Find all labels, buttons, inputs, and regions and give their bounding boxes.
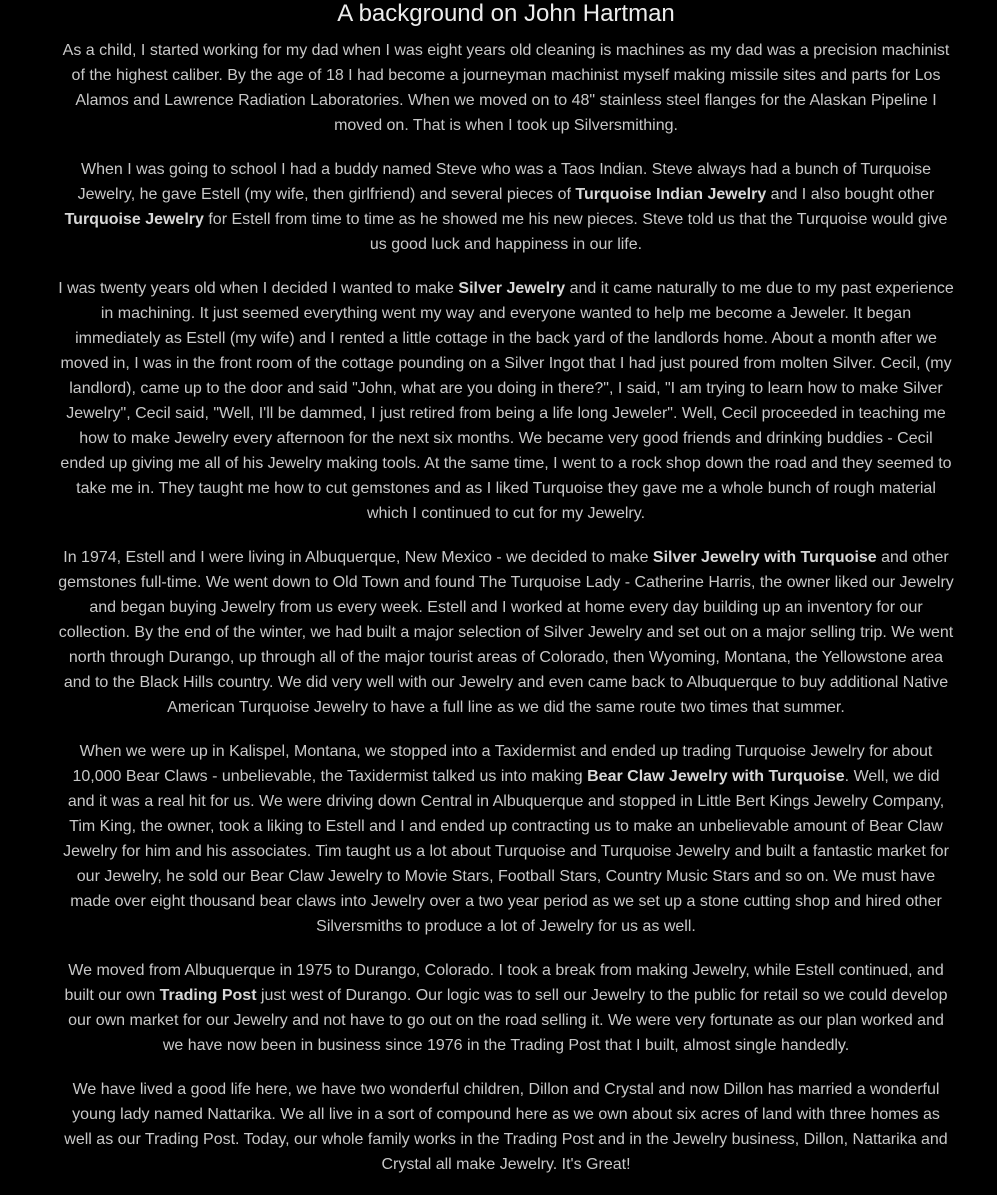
paragraph-text: . Well, we did and it was a real hit for us. We were driving down Central in Albuquerque and stopped in Little Bert Kings Jewelry Company, Tim King, the owner, took a liking to Estell and I and ended up contracting us to make an unbelievable amount of Bear Claw Jewelry for him and his associates. Tim taught us a lot about Turquoise and Turquoise Jewelry and built a fantastic market for our Jewelry, he sold our Bear Claw Jewelry to Movie Stars, Football Stars, Country Music Stars and so on. We must have made over eight thousand bear claws into Jewelry over a two year period as we set up a stone cutting shop and hired other Silversmiths to produce a lot of Jewelry for us as well.: [63, 768, 949, 935]
emphasis-text: Turquoise Jewelry: [64, 211, 204, 228]
paragraph-text: In 1974, Estell and I were living in Albuquerque, New Mexico - we decided to make: [63, 549, 653, 566]
page-title: A background on John Hartman: [337, 0, 675, 27]
paragraph-text: for Estell from time to time as he showed me his new pieces. Steve told us that the Turquoise would give us good luck and happiness in our life.: [203, 211, 948, 253]
paragraph-6: [58, 958, 954, 1058]
emphasis-text: Trading Post: [159, 987, 257, 1004]
paragraph-text: and I also bought other: [766, 186, 935, 203]
paragraph-text: We have lived a good life here, we have two wonderful children, Dillon and Crystal and now Dillon has married a wonderful young lady named Nattarika. We all live in a sort of compound here as we own about six acres of land with three homes as well as our Trading Post. Today, our whole family works in the Trading Post and in the Jewelry business, Dillon, Nattarika and Crystal all make Jewelry. It's Great!: [64, 1081, 948, 1173]
paragraph-text: and it came naturally to me due to my past experience in machining. It just seemed everything went my way and everyone wanted to help me become a Jeweler. It began immediately as Estell (my wife) and I rented a little cottage in the back yard of the landlords home. About a month after we moved in, I was in the front room of the cottage pounding on a Silver Ingot that I had just poured from molten Silver. Cecil, (my landlord), came up to the door and said "John, what are you doing in there?", I said, "I am trying to learn how to make Silver Jewelry", Cecil said, "Well, I'll be dammed, I just retired from being a life long Jeweler". Well, Cecil proceeded in teaching me how to make Jewelry every afternoon for the next six months. We became very good friends and drinking buddies - Cecil ended up giving me all of his Jewelry making tools. At the same time, I went to a rock shop down the road and they seemed to take me in. They taught me how to cut gemstones and as I liked Turquoise they gave me a whole bunch of rough material which I continued to cut for my Jewelry.: [60, 280, 954, 522]
paragraph-2: [58, 157, 954, 257]
paragraph-text: When we were up in Kalispel, Montana, we stopped into a Taxidermist and ended up trading Turquoise Jewelry for about 10,000 Bear Claws - unbelievable, the Taxidermist talked us into making: [72, 743, 933, 785]
paragraph-text: and other gemstones full-time. We went down to Old Town and found The Turquoise Lady - Catherine Harris, the owner liked our Jewelry and began buying Jewelry from us every week. Estell and I worked at home every day building up an inventory for our collection. By the end of the winter, we had built a major selection of Silver Jewelry and set out on a major selling trip. We went north through Durango, up through all of the major tourist areas of Colorado, then Wyoming, Montana, the Yellowstone area and to the Black Hills country. We did very well with our Jewelry and even came back to Albuquerque to buy additional Native American Turquoise Jewelry to have a full line as we did the same route two times that summer.: [58, 549, 954, 716]
paragraph-1: [58, 38, 954, 138]
paragraph-5: [58, 739, 954, 939]
paragraph-text: When I was going to school I had a buddy named Steve who was a Taos Indian. Steve always had a bunch of Turquoise Jewelry, he gave Estell (my wife, then girlfriend) and several pieces of: [77, 161, 931, 203]
story-body: [58, 38, 954, 1177]
paragraph-text: I was twenty years old when I decided I wanted to make: [58, 280, 459, 297]
emphasis-text: Turquoise Indian Jewelry: [575, 186, 767, 203]
paragraph-4: [58, 545, 954, 720]
paragraph-text: We moved from Albuquerque in 1975 to Durango, Colorado. I took a break from making Jewelry, while Estell continued, and built our own: [64, 962, 944, 1004]
emphasis-text: Bear Claw Jewelry with Turquoise: [587, 768, 845, 785]
paragraph-7: [58, 1077, 954, 1177]
emphasis-text: Silver Jewelry with Turquoise: [652, 549, 877, 566]
paragraph-3: [58, 276, 954, 526]
emphasis-text: Silver Jewelry: [458, 280, 566, 297]
paragraph-text: just west of Durango. Our logic was to sell our Jewelry to the public for retail so we could develop our own market for our Jewelry and not have to go out on the road selling it. We were very fortunate as our plan worked and we have now been in business since 1976 in the Trading Post that I built, almost single handedly.: [68, 987, 948, 1054]
paragraph-text: As a child, I started working for my dad when I was eight years old cleaning is machines as my dad was a precision machinist of the highest caliber. By the age of 18 I had become a journeyman machinist myself making missile sites and parts for Los Alamos and Lawrence Radiation Laboratories. When we moved on to 48" stainless steel flanges for the Alaskan Pipeline I moved on. That is when I took up Silversmithing.: [62, 42, 950, 134]
